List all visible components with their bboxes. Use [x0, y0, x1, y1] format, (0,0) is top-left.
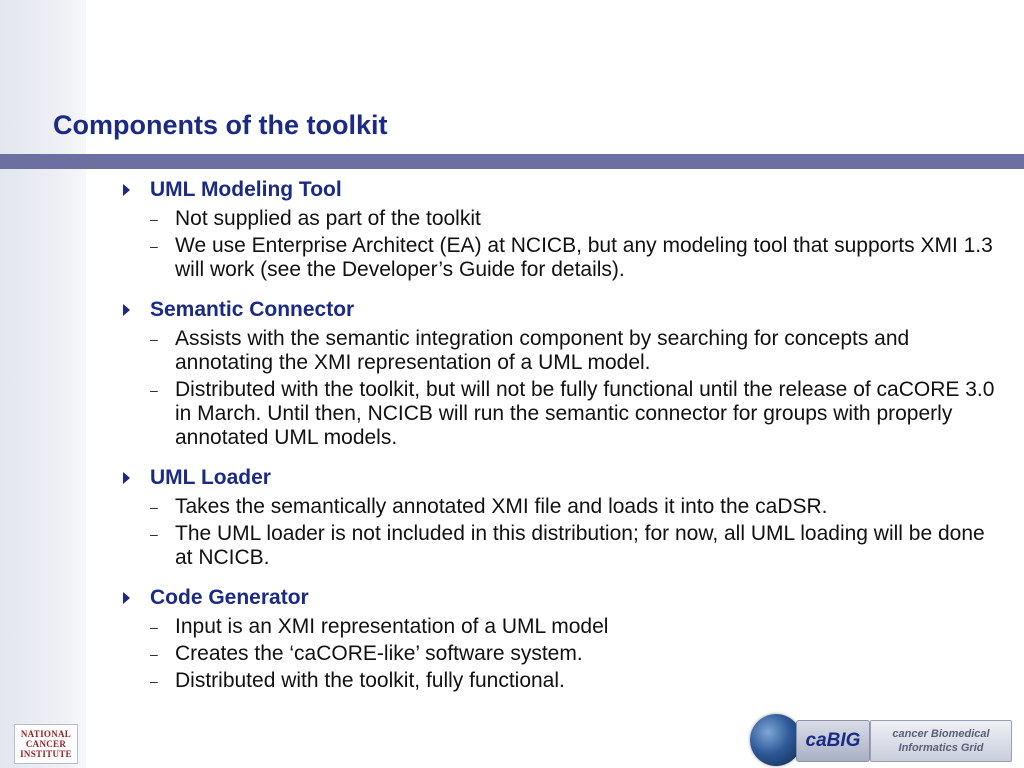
bullet-heading: [120, 584, 1000, 612]
globe-icon: [750, 714, 802, 766]
sub-bullet-text: Assists with the semantic integration component by searching for concepts and annotating the XMI representation of a UML model.: [175, 327, 910, 374]
triangle-right-icon: [123, 592, 130, 604]
sub-bullet: [120, 495, 1000, 519]
bullet-heading-text: Code Generator: [150, 586, 309, 609]
triangle-right-icon: [123, 472, 130, 484]
nci-logo-line: CANCER: [25, 739, 67, 749]
bullet-heading: [120, 464, 1000, 492]
section-uml-modeling-tool: [120, 176, 1000, 282]
section-code-generator: [120, 584, 1000, 693]
sub-bullet-text: Not supplied as part of the toolkit: [175, 207, 481, 230]
triangle-right-icon: [123, 184, 130, 196]
bullet-heading: [120, 296, 1000, 324]
sub-bullet-text: The UML loader is not included in this distribution; for now, all UML loading will be done at NCICB.: [175, 522, 985, 569]
nci-logo-line: INSTITUTE: [20, 749, 72, 759]
nci-logo-line: NATIONAL: [20, 729, 72, 739]
sub-bullet: [120, 669, 1000, 693]
sub-bullet-text: Takes the semantically annotated XMI file and loads it into the caDSR.: [175, 495, 828, 518]
section-uml-loader: [120, 464, 1000, 570]
en-dash-icon: –: [150, 646, 158, 662]
sub-bullet: [120, 522, 1000, 570]
nci-logo: [14, 724, 78, 764]
cabig-tagline: [870, 720, 1012, 762]
en-dash-icon: –: [150, 619, 158, 635]
sub-bullet: [120, 642, 1000, 666]
en-dash-icon: –: [150, 211, 158, 227]
cabig-tagline-line: Informatics Grid: [898, 742, 984, 754]
triangle-right-icon: [123, 304, 130, 316]
en-dash-icon: –: [150, 526, 158, 542]
en-dash-icon: –: [150, 382, 158, 398]
sub-bullet: [120, 327, 1000, 375]
sub-bullet-text: Distributed with the toolkit, fully functional.: [175, 669, 565, 692]
bullet-heading: [120, 176, 1000, 204]
slide-title: Components of the toolkit: [53, 110, 388, 140]
cabig-logo: [750, 714, 1012, 766]
sub-bullet: [120, 234, 1000, 282]
sub-bullet: [120, 615, 1000, 639]
en-dash-icon: –: [150, 673, 158, 689]
en-dash-icon: –: [150, 238, 158, 254]
section-semantic-connector: [120, 296, 1000, 450]
en-dash-icon: –: [150, 499, 158, 515]
cabig-wordmark: caBIG: [796, 720, 870, 762]
en-dash-icon: –: [150, 331, 158, 347]
bullet-heading-text: UML Modeling Tool: [150, 178, 342, 201]
bullet-heading-text: UML Loader: [150, 466, 271, 489]
sub-bullet: [120, 207, 1000, 231]
cabig-tagline-line: cancer Biomedical: [892, 728, 990, 740]
bullet-heading-text: Semantic Connector: [150, 298, 355, 321]
sub-bullet-text: Input is an XMI representation of a UML model: [175, 615, 609, 638]
sub-bullet: [120, 378, 1000, 450]
sub-bullet-text: Creates the ‘caCORE-like’ software system.: [175, 642, 583, 665]
title-underline-bar: [0, 154, 1024, 169]
sub-bullet-text: We use Enterprise Architect (EA) at NCICB, but any modeling tool that supports XMI 1.3 will work (see the Developer’s Guide for details).: [175, 234, 993, 281]
slide-content: [120, 176, 1000, 707]
sub-bullet-text: Distributed with the toolkit, but will not be fully functional until the release of caCORE 3.0 in March. Until then, NCICB will run the semantic connector for groups with properly annotated UML models.: [175, 378, 995, 449]
